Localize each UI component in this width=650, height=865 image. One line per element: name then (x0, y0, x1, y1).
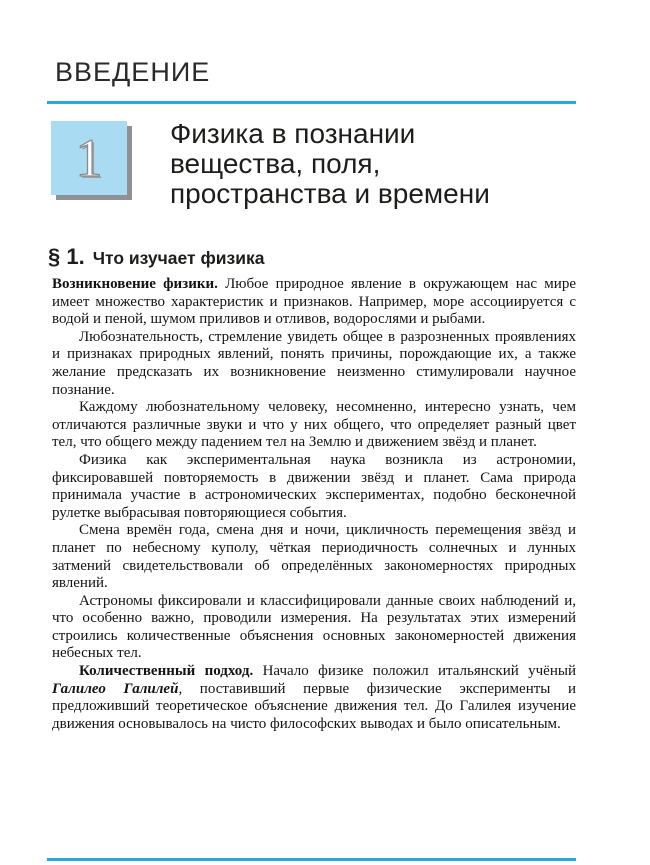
chapter-number: 1 (75, 128, 103, 188)
paragraph (52, 329, 576, 399)
paragraph-lead: Возникновение физики. (52, 276, 226, 292)
section-heading (48, 244, 265, 270)
page-title: ВВЕДЕНИЕ (55, 57, 211, 87)
body-text (52, 276, 576, 733)
paragraph-text: Любое природное явление в окружающем нас мире имеет множество характеристик и признаков. Например, море ассоциируется с водой и пеной, шумом приливов и отливов, водорослями и рыбами. (52, 276, 576, 328)
section-number: § 1. (48, 244, 85, 269)
paragraph-text: , поставивший первые физические эксперименты и предложивший теоретическое объяснение движения тел. До Галилея изучение движения основывалось на чисто философских выводах и было описательным. (52, 680, 576, 732)
paragraph-text: Физика как экспериментальная наука возникла из астрономии, фиксировавшей повторяемость в движении звёзд и планет. Сама природа принимала участие в астрономических экспериментах, подобно бесконечной рулетке выбрасывая повторяющиеся события. (52, 451, 576, 521)
paragraph-lead: Количественный подход. (79, 663, 263, 680)
chapter-title-line: Физика в познании (170, 118, 416, 149)
bottom-accent-rule (47, 858, 576, 861)
paragraph-lead: Галилео Галилей (52, 680, 179, 697)
paragraph (52, 276, 576, 329)
paragraph-text: Начало физике положил итальянский учёный (262, 663, 576, 680)
chapter-title-line: вещества, поля, (170, 148, 381, 179)
paragraph-text: Любознательность, стремление увидеть общее в разрозненных проявлениях и признаках природных явлений, понять причины, порождающие их, а также желание предсказать их возникновение неизменно стимулировали научное познание. (52, 328, 576, 398)
top-accent-rule (47, 101, 576, 104)
paragraph (52, 452, 576, 522)
paragraph-text: Каждому любознательному человеку, несомненно, интересно узнать, чем отличаются различные звуки и что у них общего, что определяет разный цвет тел, что общего между падением тел на Землю и движением звёзд и планет. (52, 399, 576, 451)
paragraph (52, 593, 576, 663)
paragraph-text: Астрономы фиксировали и классифицировали данные своих наблюдений и, что особенно важно, проводили измерения. На результатах этих измерений строились количественные объяснения основных закономерностей движения небесных тел. (52, 592, 576, 662)
paragraph (52, 522, 576, 592)
chapter-title-line: пространства и времени (170, 178, 490, 209)
section-title: Что изучает физика (92, 248, 265, 268)
paragraph (52, 663, 576, 733)
chapter-number-box (51, 121, 127, 195)
paragraph (52, 399, 576, 452)
chapter-title (170, 119, 490, 209)
paragraph-text: Смена времён года, смена дня и ночи, цикличность перемещения звёзд и планет по небесному куполу, чёткая периодичность солнечных и лунных затмений свидетельствовали об определённых закономерностях природных явлений. (52, 522, 576, 592)
